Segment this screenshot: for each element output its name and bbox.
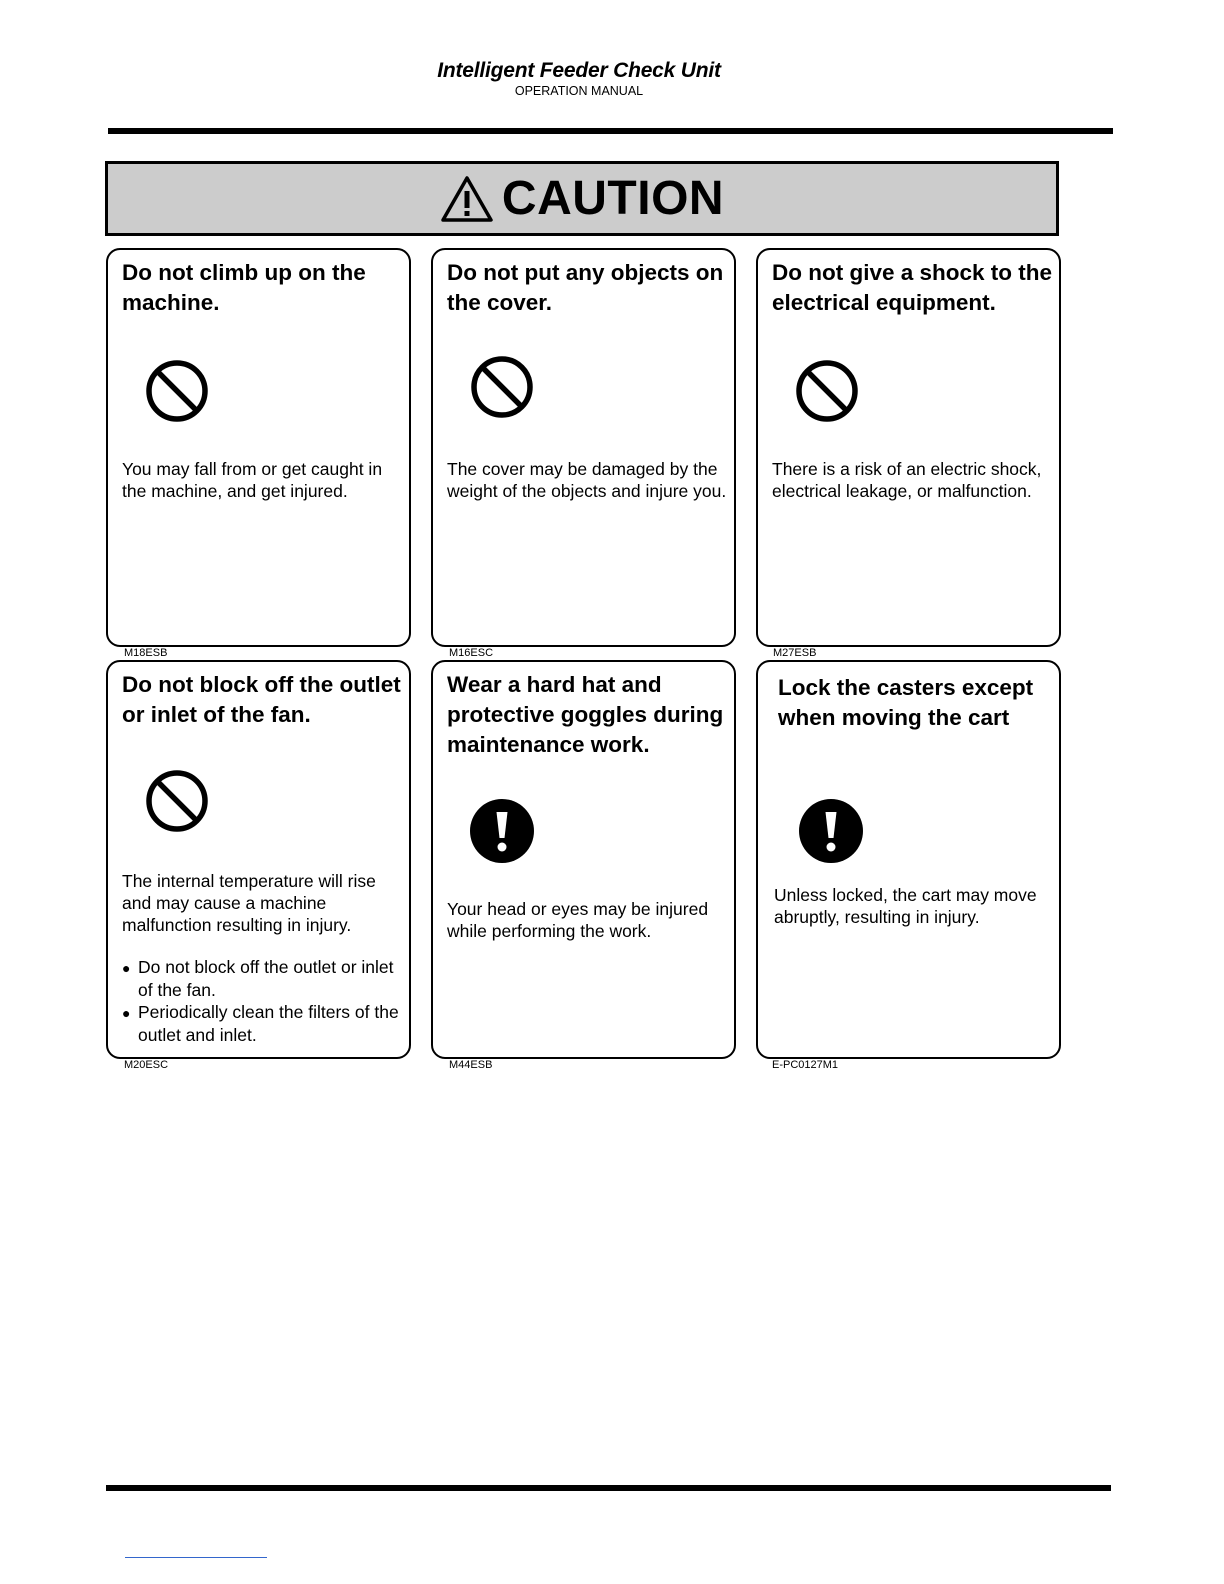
card-title: Lock the casters except when moving the cart	[778, 675, 1034, 730]
prohibition-icon	[144, 768, 210, 834]
bullet-item: ● Do not block off the outlet or inlet of the fan.	[122, 956, 412, 1001]
mandatory-action-icon	[798, 798, 864, 864]
card-title: Do not climb up on the machine.	[122, 260, 366, 315]
card-description: Unless locked, the cart may move abruptly, resulting in injury.	[774, 885, 1037, 927]
card-title: Do not give a shock to the electrical equipment.	[772, 260, 1053, 315]
card-description: There is a risk of an electric shock, electrical leakage, or malfunction.	[772, 459, 1042, 501]
card-code: M27ESB	[773, 647, 817, 659]
card-description: Your head or eyes may be injured while performing the work.	[447, 899, 709, 941]
mandatory-action-icon	[469, 798, 535, 864]
card-title: Do not put any objects on the cover.	[447, 260, 724, 315]
footer-link-line[interactable]	[125, 1557, 267, 1558]
header-subtitle: OPERATION MANUAL	[514, 84, 644, 98]
prohibition-icon	[469, 354, 535, 420]
card-title: Do not block off the outlet or inlet of the fan.	[122, 672, 401, 727]
card-code: M20ESC	[124, 1059, 169, 1071]
caution-card-cover	[431, 248, 736, 647]
caution-card-climb	[106, 248, 411, 647]
top-rule	[108, 128, 1113, 134]
card-bullet-list	[122, 956, 412, 1046]
caution-card-fan	[106, 660, 411, 1059]
card-description: The cover may be damaged by the weight of the objects and injure you.	[447, 459, 727, 501]
bullet-item: ● Periodically clean the filters of the outlet and inlet.	[122, 1001, 412, 1046]
card-title: Wear a hard hat and protective goggles during maintenance work.	[447, 672, 724, 757]
warning-triangle-icon	[440, 175, 494, 223]
card-code: M44ESB	[449, 1059, 493, 1071]
prohibition-icon	[144, 358, 210, 424]
caution-card-casters	[756, 660, 1061, 1059]
card-description: The internal temperature will rise and may cause a machine malfunction resulting in injury.	[122, 871, 376, 935]
card-code: M16ESC	[449, 647, 494, 659]
caution-label: CAUTION	[501, 172, 725, 225]
caution-card-hard-hat	[431, 660, 736, 1059]
caution-card-electrical	[756, 248, 1061, 647]
card-description: You may fall from or get caught in the machine, and get injured.	[122, 459, 383, 501]
prohibition-icon	[794, 358, 860, 424]
bottom-rule	[106, 1485, 1111, 1491]
card-code: M18ESB	[124, 647, 168, 659]
card-code: E-PC0127M1	[772, 1059, 839, 1071]
caution-banner	[105, 161, 1059, 236]
header-title: Intelligent Feeder Check Unit	[437, 59, 721, 82]
